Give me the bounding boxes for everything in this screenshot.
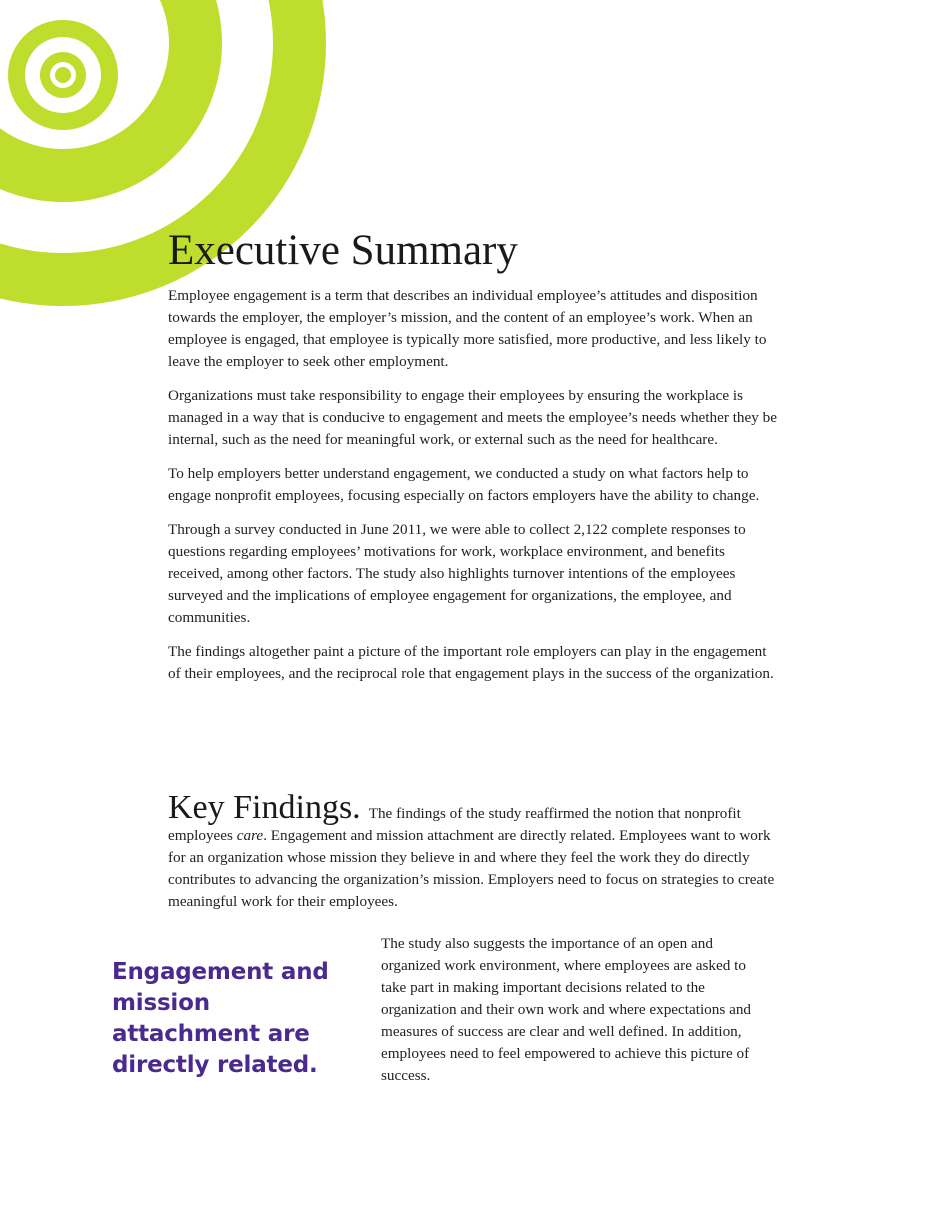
summary-paragraph: To help employers better understand engagement, we conducted a study on what factors help to engage nonprofit employees, focusing especially on factors employers have the ability to change. bbox=[168, 465, 760, 504]
pull-quote-callout: Engagement and mission attachment are directly related. bbox=[112, 959, 329, 1078]
key-findings-emphasis: care bbox=[236, 827, 264, 844]
summary-paragraph: Through a survey conducted in June 2011, we were able to collect 2,122 complete responses to questions regarding employees’ motivations for work, workplace environment, and benefits received, among other factors. The study also highlights turnover intentions of the employees surveyed and the implications of employee engagement for organizations, the employee, and communities. bbox=[168, 521, 746, 626]
executive-summary-body bbox=[168, 285, 778, 697]
page-title: Executive Summary bbox=[168, 227, 518, 274]
ring-center bbox=[55, 67, 71, 83]
key-findings-second-paragraph: The study also suggests the importance of an open and organized work environment, where employees are asked to take part in making important decisions related to the organization and their own work and where expectations and measures of success are clear and well defined. In addition, employees need to feel empowered to achieve this picture of success. bbox=[381, 935, 752, 1084]
key-findings-paragraph bbox=[168, 789, 778, 913]
summary-paragraph: The findings altogether paint a picture of the important role employers can play in the engagement of their employees, and the reciprocal role that engagement plays in the success of the organization. bbox=[168, 643, 774, 682]
key-findings-heading: Key Findings. bbox=[168, 789, 361, 826]
key-findings-text-end: . Engagement and mission attachment are directly related. Employees want to work for an organization whose mission they believe in and where they feel the work they do directly contributes to advancing the organization’s mission. Employers need to focus on strategies to create meaningful work for their employees. bbox=[168, 827, 775, 910]
key-findings-text-start: The findings of the study reaffirmed the notion that nonprofit employees bbox=[168, 805, 741, 844]
summary-paragraph: Employee engagement is a term that describes an individual employee’s attitudes and disposition towards the employer, the employer’s mission, and the content of an employee’s work. When an employee is engaged, that employee is typically more satisfied, more productive, and less likely to leave the employer to seek other employment. bbox=[168, 287, 767, 370]
summary-paragraph: Organizations must take responsibility to engage their employees by ensuring the workplace is managed in a way that is conducive to engagement and meets the employee’s needs whether they be internal, such as the need for meaningful work, or external such as the need for healthcare. bbox=[168, 387, 777, 448]
